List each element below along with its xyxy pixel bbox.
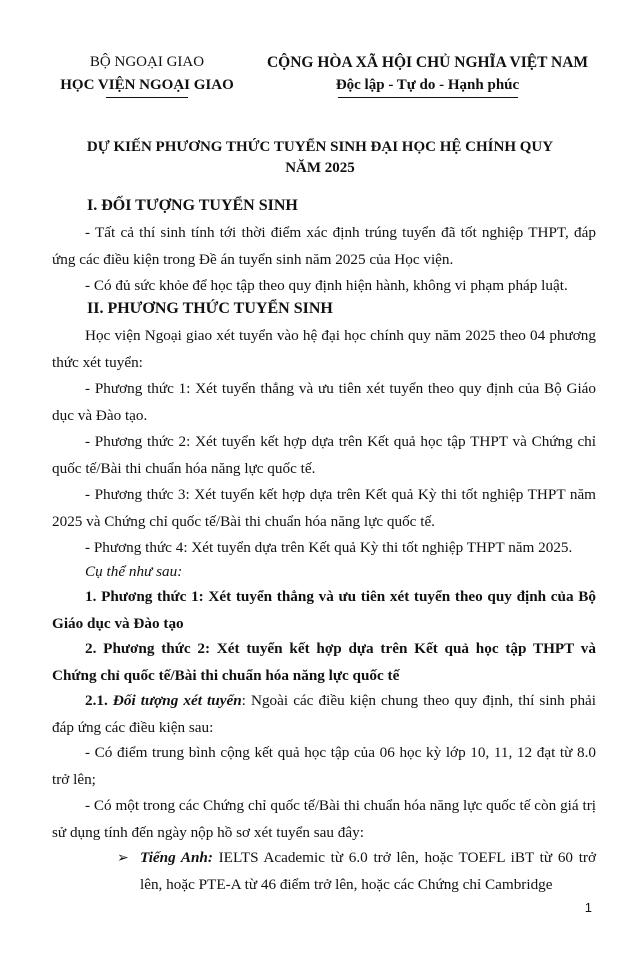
method-2-1-paragraph — [52, 687, 596, 741]
national-motto: Độc lập - Tự do - Hạnh phúc — [335, 77, 520, 93]
english-label: Tiếng Anh: — [140, 849, 213, 866]
section-2-heading: II. PHƯƠNG THỨC TUYỂN SINH — [87, 300, 333, 317]
document-title — [40, 137, 600, 179]
title-line-1: DỰ KIẾN PHƯƠNG THỨC TUYỂN SINH ĐẠI HỌC HỆ CHÍNH QUY — [86, 139, 554, 155]
method-2-heading: 2. Phương thức 2: Xét tuyển kết hợp dựa trên Kết quả học tập THPT và Chứng chỉ quốc tế/Bài thi chuẩn hóa năng lực quốc tế — [52, 640, 596, 684]
section-2-intro: Học viện Ngoại giao xét tuyển vào hệ đại học chính quy năm 2025 theo 04 phương thức xét tuyển: — [52, 327, 596, 371]
academy-name: HỌC VIỆN NGOẠI GIAO — [60, 77, 234, 93]
method-4-summary: - Phương thức 4: Xét tuyển dựa trên Kết quả Kỳ thi tốt nghiệp THPT năm 2025. — [85, 539, 573, 556]
page-number: 1 — [584, 900, 592, 915]
ministry-name: BỘ NGOẠI GIAO — [89, 54, 205, 70]
method-2-1-text: : Ngoài các điều kiện chung theo quy định, thí sinh phải đáp ứng các điều kiện sau: — [52, 692, 596, 736]
detail-intro: Cụ thể như sau: — [85, 563, 183, 580]
section-1-paragraph-2: - Có đủ sức khỏe để học tập theo quy định hiện hành, không vi phạm pháp luật. — [85, 277, 568, 294]
section-1-paragraph-1: - Tất cả thí sinh tính tới thời điểm xác định trúng tuyển đã tốt nghiệp THPT, đáp ứng các điều kiện trong Đề án tuyển sinh năm 2025 của Học viện. — [52, 224, 596, 268]
method-3-summary: - Phương thức 3: Xét tuyển kết hợp dựa trên Kết quả Kỳ thi tốt nghiệp THPT năm 2025 và Chứng chỉ quốc tế/Bài thi chuẩn hóa năng lực quốc tế. — [52, 486, 596, 530]
section-1-heading: I. ĐỐI TƯỢNG TUYỂN SINH — [87, 197, 298, 214]
title-line-2: NĂM 2025 — [285, 160, 355, 176]
arrow-bullet-icon: ➢ — [117, 851, 129, 866]
method-1-heading: 1. Phương thức 1: Xét tuyển thẳng và ưu tiên xét tuyển theo quy định của Bộ Giáo dục và Đào tạo — [52, 588, 596, 632]
method-2-summary: - Phương thức 2: Xét tuyển kết hợp dựa trên Kết quả học tập THPT và Chứng chỉ quốc tế/Bài thi chuẩn hóa năng lực quốc tế. — [52, 433, 596, 477]
english-requirements: IELTS Academic từ 6.0 trở lên, hoặc TOEFL iBT từ 60 trở lên, hoặc PTE-A từ 46 điểm trở lên, hoặc các Chứng chỉ Cambridge — [140, 849, 596, 893]
method-2-1-label: Đối tượng xét tuyển — [112, 692, 242, 709]
motto-underline — [338, 97, 518, 98]
method-2-1-number: 2.1. — [85, 692, 113, 709]
method-1-summary: - Phương thức 1: Xét tuyển thẳng và ưu tiên xét tuyển theo quy định của Bộ Giáo dục và Đào tạo. — [52, 380, 596, 424]
english-certificate-bullet — [140, 844, 596, 898]
condition-1: - Có điểm trung bình cộng kết quả học tập của 06 học kỳ lớp 10, 11, 12 đạt từ 8.0 trở lên; — [52, 744, 596, 788]
academy-underline — [106, 97, 188, 98]
country-name: CỘNG HÒA XÃ HỘI CHỦ NGHĨA VIỆT NAM — [266, 54, 589, 71]
condition-2: - Có một trong các Chứng chỉ quốc tế/Bài thi chuẩn hóa năng lực quốc tế còn giá trị sử dụng tính đến ngày nộp hồ sơ xét tuyển sau đây: — [52, 797, 596, 841]
